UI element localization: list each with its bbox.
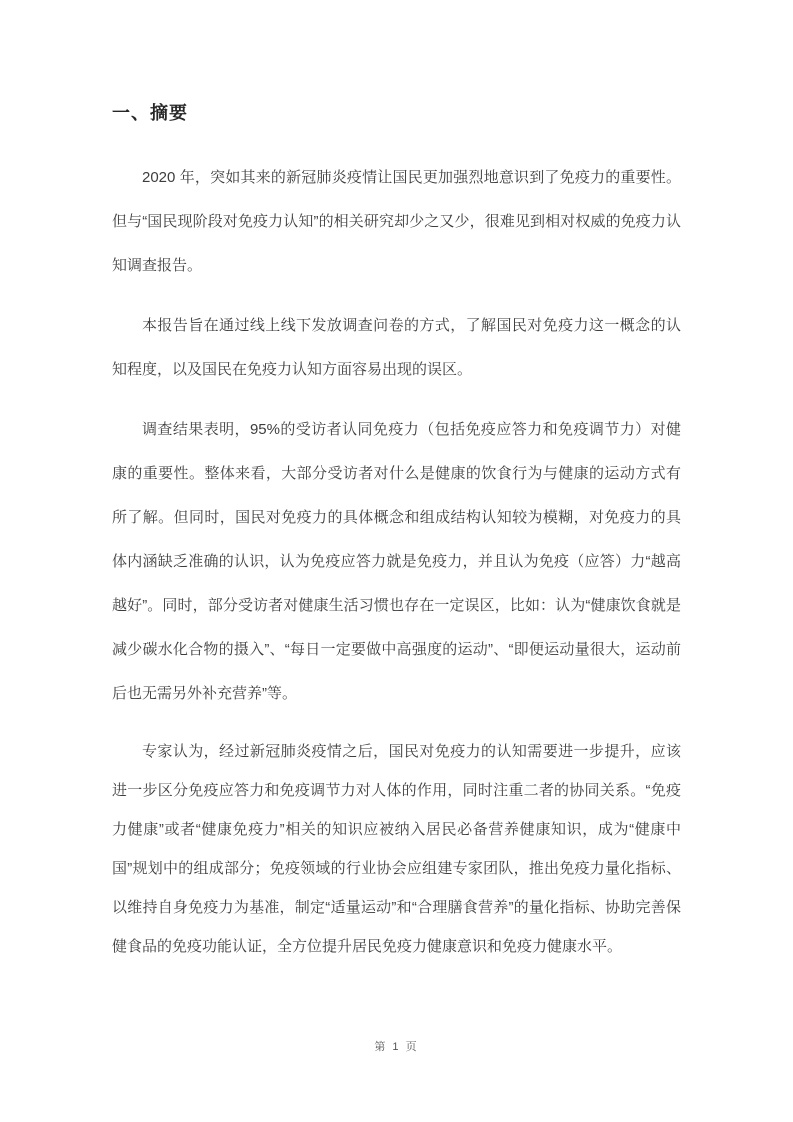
paragraph-2: 本报告旨在通过线上线下发放调查问卷的方式，了解国民对免疫力这一概念的认知程度，以及国民在免疫力认知方面容易出现的误区。 — [112, 317, 681, 378]
section-heading: 一、摘要 — [112, 103, 188, 123]
paragraph-4: 专家认为，经过新冠肺炎疫情之后，国民对免疫力的认知需要进一步提升，应该进一步区分免疫应答力和免疫调节力对人体的作用，同时注重二者的协同关系。“免疫力健康”或者“健康免疫力”相关的知识应被纳入居民必备营养健康知识，成为“健康中国”规划中的组成部分；免疫领域的行业协会应组建专家团队，推出免疫力量化指标、以维持自身免疫力为基准，制定“适量运动”和“合理膳食营养”的量化指标、协助完善保健食品的免疫功能认证，全方位提升居民免疫力健康意识和免疫力健康水平。 — [112, 743, 681, 955]
page-number: 第 1 页 — [374, 1041, 419, 1053]
paragraph-1: 2020 年，突如其来的新冠肺炎疫情让国民更加强烈地意识到了免疫力的重要性。但与“国民现阶段对免疫力认知”的相关研究却少之又少，很难见到相对权威的免疫力认知调查报告。 — [112, 169, 681, 274]
paragraph-3: 调查结果表明，95%的受访者认同免疫力（包括免疫应答力和免疫调节力）对健康的重要性。整体来看，大部分受访者对什么是健康的饮食行为与健康的运动方式有所了解。但同时，国民对免疫力的具体概念和组成结构认知较为模糊，对免疫力的具体内涵缺乏准确的认识，认为免疫应答力就是免疫力，并且认为免疫（应答）力“越高越好”。同时，部分受访者对健康生活习惯也存在一定误区，比如：认为“健康饮食就是减少碳水化合物的摄入”、“每日一定要做中高强度的运动”、“即便运动量很大，运动前后也无需另外补充营养”等。 — [112, 421, 681, 702]
